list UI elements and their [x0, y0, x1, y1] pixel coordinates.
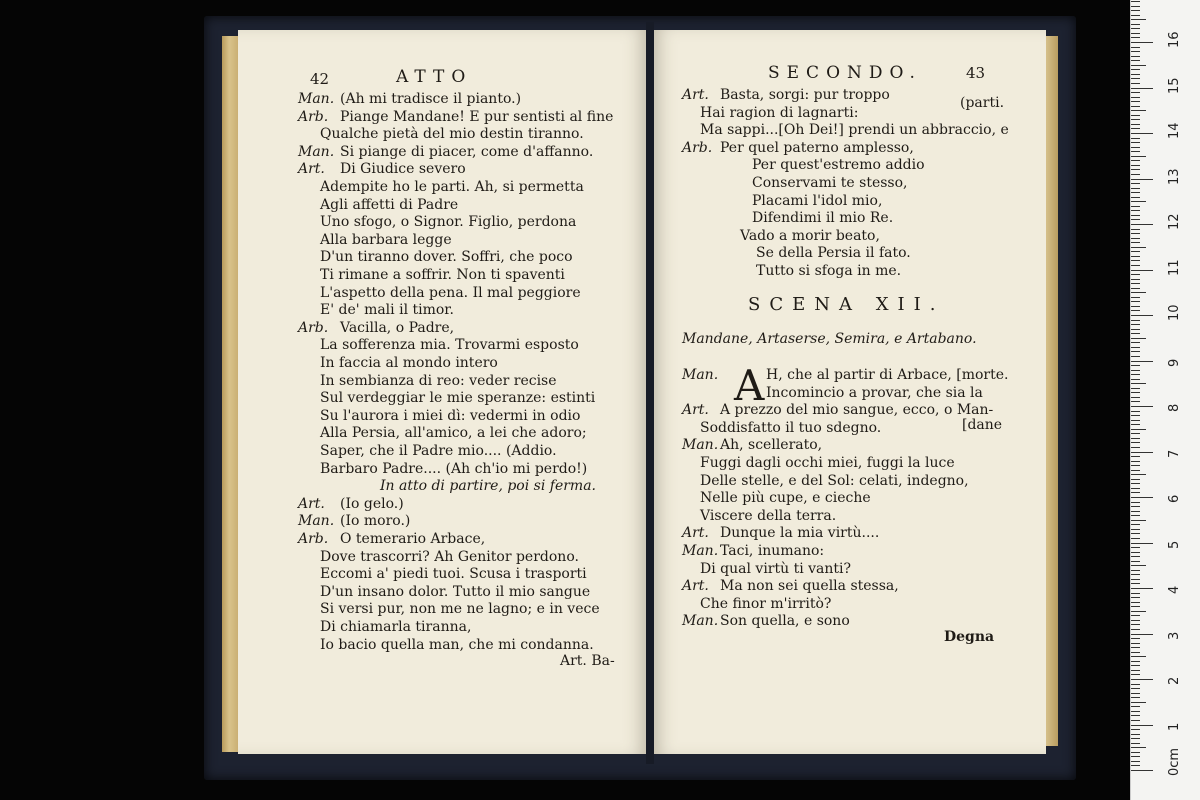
left-text-line: Vacilla, o Padre, — [340, 319, 455, 336]
ruler-tick — [1131, 101, 1140, 102]
ruler-tick — [1131, 761, 1140, 762]
ruler-label: 16 — [1167, 31, 1182, 48]
ruler-tick — [1131, 69, 1140, 70]
ruler-tick — [1131, 406, 1153, 407]
ruler-tick — [1131, 756, 1140, 757]
ruler-tick — [1131, 465, 1140, 466]
drop-cap: A — [734, 361, 765, 410]
ruler-label: 4 — [1167, 585, 1182, 594]
left-text-line: D'un tiranno dover. Soffri, che poco — [320, 249, 573, 266]
ruler-tick — [1131, 711, 1140, 712]
ruler-tick — [1131, 565, 1146, 566]
left-text-line: Sul verdeggiar le mie speranze: estinti — [320, 390, 596, 407]
left-text-line: In faccia al mondo intero — [320, 355, 498, 371]
right-text-line: Di qual virtù ti vanti? — [700, 560, 852, 577]
right-text-speaker: Man. — [682, 437, 719, 454]
ruler-tick — [1131, 97, 1140, 98]
left-text-line: D'un insano dolor. Tutto il mio sangue — [320, 583, 591, 600]
ruler-tick — [1131, 201, 1146, 202]
ruler-tick — [1131, 47, 1140, 48]
left-text-speaker: Man. — [298, 513, 335, 530]
ruler-tick — [1131, 1, 1140, 2]
ruler-tick — [1131, 729, 1140, 730]
ruler-tick — [1131, 452, 1153, 453]
ruler-tick — [1131, 497, 1153, 498]
ruler-tick — [1131, 361, 1153, 362]
left-text-line: Di Giudice severo — [340, 161, 466, 178]
ruler-tick — [1131, 442, 1140, 443]
ruler-tick — [1131, 533, 1140, 534]
ruler-tick — [1131, 770, 1153, 771]
right-text-line: Se della Persia il fato. — [756, 245, 911, 262]
right-text-line: Basta, sorgi: pur troppo — [720, 87, 890, 103]
ruler-tick — [1131, 206, 1140, 207]
ruler-tick — [1131, 219, 1140, 220]
left-text-line: Alla barbara legge — [320, 231, 452, 248]
ruler-label: 15 — [1167, 76, 1182, 94]
left-text-line: Saper, che il Padre mio.... (Addio. — [320, 443, 557, 459]
ruler-label: 12 — [1167, 213, 1182, 230]
right-text-speaker: Art. — [682, 578, 709, 595]
ruler-tick — [1131, 647, 1140, 648]
ruler-tick — [1131, 602, 1140, 603]
ruler-tick — [1131, 265, 1140, 266]
right-text-line: Ah, scellerato, — [720, 437, 823, 454]
right-text-line: Son quella, e sono — [720, 613, 850, 630]
right-text-line: Dunque la mia virtù.... — [720, 525, 880, 542]
ruler-label: 7 — [1167, 449, 1182, 458]
ruler-tick — [1131, 333, 1140, 334]
ruler-tick — [1131, 492, 1140, 493]
ruler-tick — [1131, 411, 1140, 412]
ruler-tick — [1131, 251, 1140, 252]
left-text-speaker: Art. — [298, 161, 325, 178]
right-text-line: Difendimi il mio Re. — [752, 210, 894, 227]
ruler-tick — [1131, 765, 1140, 766]
ruler-tick — [1131, 283, 1140, 284]
ruler-tick — [1131, 374, 1140, 375]
right-text-line: Soddisfatto il tuo sdegno. — [700, 419, 882, 436]
ruler-tick — [1131, 78, 1140, 79]
ruler-tick — [1131, 56, 1140, 57]
right-text-line: Hai ragion di lagnarti: — [700, 104, 859, 121]
ruler-tick — [1131, 37, 1140, 38]
ruler-tick — [1131, 574, 1140, 575]
ruler-tick — [1131, 133, 1153, 134]
ruler-tick — [1131, 643, 1140, 644]
ruler-tick — [1131, 470, 1140, 471]
right-text-line: Fuggi dagli occhi miei, fuggi la luce — [700, 455, 955, 471]
ruler-tick — [1131, 329, 1140, 330]
ruler-tick — [1131, 10, 1140, 11]
ruler-tick — [1131, 615, 1140, 616]
ruler-tick — [1131, 511, 1140, 512]
ruler-tick — [1131, 697, 1140, 698]
ruler-tick — [1131, 556, 1140, 557]
ruler-tick — [1131, 365, 1140, 366]
left-text-line: O temerario Arbace, — [340, 531, 486, 547]
left-text-line: Eccomi a' piedi tuoi. Scusa i trasporti — [320, 566, 587, 583]
ruler-tick — [1131, 688, 1140, 689]
ruler-tick — [1131, 665, 1140, 666]
ruler-tick — [1131, 424, 1140, 425]
ruler-tick — [1131, 320, 1140, 321]
ruler-tick — [1131, 238, 1140, 239]
ruler-label: 5 — [1167, 540, 1182, 549]
ruler-tick — [1131, 638, 1140, 639]
ruler-tick — [1131, 324, 1140, 325]
left-page-number: 42 — [310, 70, 330, 88]
ruler-tick — [1131, 529, 1140, 530]
left-text-speaker: Arb. — [298, 531, 329, 547]
ruler-tick — [1131, 192, 1140, 193]
ruler-tick — [1131, 629, 1140, 630]
ruler-tick — [1131, 301, 1140, 302]
right-text-line: Vado a morir beato, — [740, 227, 880, 244]
ruler-tick — [1131, 306, 1140, 307]
left-text-line: Barbaro Padre.... (Ah ch'io mi perdo!) — [320, 460, 588, 477]
ruler-tick — [1131, 74, 1140, 75]
ruler-tick — [1131, 315, 1153, 316]
left-text-line: Si versi pur, non me ne lagno; e in vece — [320, 601, 600, 618]
right-catchword: Degna — [944, 629, 995, 645]
left-text-speaker: Arb. — [298, 319, 329, 336]
ruler-tick — [1131, 661, 1140, 662]
right-text-line: Per quel paterno amplesso, — [720, 139, 914, 156]
ruler-tick — [1131, 734, 1140, 735]
ruler-tick — [1131, 297, 1140, 298]
ruler-tick — [1131, 138, 1140, 139]
ruler-tick — [1131, 656, 1146, 657]
ruler-tick — [1131, 256, 1140, 257]
left-text-line: Alla Persia, all'amico, a lei che adoro; — [320, 425, 587, 442]
ruler-tick — [1131, 347, 1140, 348]
left-text-speaker: Art. — [298, 495, 325, 512]
ruler-tick — [1131, 383, 1146, 384]
ruler-tick — [1131, 356, 1140, 357]
right-text-line: Tutto si sfoga in me. — [756, 263, 902, 279]
ruler-tick — [1131, 147, 1140, 148]
character-list: Mandane, Artaserse, Semira, e Artabano. — [682, 331, 977, 347]
ruler-tick — [1131, 606, 1140, 607]
left-catchword: Art. Ba- — [560, 653, 615, 669]
ruler-tick — [1131, 60, 1140, 61]
right-text-speaker: Art. — [682, 87, 709, 103]
ruler-tick — [1131, 715, 1140, 716]
ruler-tick — [1131, 142, 1140, 143]
ruler-tick — [1131, 42, 1153, 43]
ruler-tick — [1131, 429, 1146, 430]
ruler-tick — [1131, 624, 1140, 625]
ruler-tick — [1131, 583, 1140, 584]
right-text-speaker: Man. — [682, 543, 719, 559]
gutter — [646, 22, 654, 764]
ruler-tick — [1131, 88, 1153, 89]
ruler-tick — [1131, 561, 1140, 562]
ruler-tick — [1131, 725, 1153, 726]
ruler-tick — [1131, 388, 1140, 389]
left-text-line: (Ah mi tradisce il pianto.) — [340, 91, 522, 107]
ruler-tick — [1131, 215, 1140, 216]
ruler-tick — [1131, 242, 1140, 243]
ruler-tick — [1131, 747, 1146, 748]
ruler-tick — [1131, 397, 1140, 398]
ruler-tick — [1131, 461, 1140, 462]
ruler-tick — [1131, 24, 1140, 25]
ruler-label: 11 — [1167, 258, 1182, 276]
ruler-tick — [1131, 738, 1140, 739]
ruler-tick — [1131, 6, 1140, 7]
left-text-line: Dove trascorri? Ah Genitor perdono. — [320, 548, 579, 565]
ruler-label: 9 — [1167, 358, 1182, 367]
ruler-tick — [1131, 479, 1140, 480]
right-text-speaker: Art. — [682, 402, 709, 419]
ruler-tick — [1131, 33, 1140, 34]
ruler-tick — [1131, 752, 1140, 753]
ruler-tick — [1131, 224, 1153, 225]
left-running-head: ATTO — [396, 67, 473, 87]
left-text-line: In atto di partire, poi si ferma. — [380, 478, 597, 495]
ruler-tick — [1131, 338, 1146, 339]
ruler-tick — [1131, 506, 1140, 507]
ruler-label: 1 — [1167, 722, 1182, 731]
ruler-tick — [1131, 693, 1140, 694]
ruler-tick — [1131, 670, 1140, 671]
ruler-tick — [1131, 151, 1140, 152]
ruler-tick — [1131, 51, 1140, 52]
right-text-line: Viscere della terra. — [700, 507, 837, 524]
right-text-line: H, che al partir di Arbace, [morte. — [766, 367, 1009, 383]
parti-note: (parti. — [960, 95, 1005, 111]
ruler-tick — [1131, 488, 1140, 489]
ruler-tick — [1131, 679, 1153, 680]
ruler-tick — [1131, 401, 1140, 402]
right-text-line: Conservami te stesso, — [752, 175, 908, 191]
ruler-tick — [1131, 597, 1140, 598]
left-text-line: La sofferenza mia. Trovarmi esposto — [320, 337, 579, 354]
ruler-tick — [1131, 543, 1153, 544]
scena-title: SCENA XII. — [748, 294, 945, 315]
ruler-tick — [1131, 279, 1140, 280]
ruler-tick — [1131, 456, 1140, 457]
ruler-tick — [1131, 438, 1140, 439]
left-text-line: Uno sfogo, o Signor. Figlio, perdona — [320, 214, 577, 231]
ruler-tick — [1131, 524, 1140, 525]
left-text-line: (Io gelo.) — [340, 495, 404, 512]
ruler-tick — [1131, 270, 1153, 271]
right-text-speaker: Art. — [682, 525, 709, 542]
ruler-tick — [1131, 165, 1140, 166]
ruler-tick — [1131, 702, 1146, 703]
ruler-tick — [1131, 160, 1140, 161]
left-text-line: Su l'aurora i miei dì: vedermi in odio — [320, 407, 581, 424]
ruler-tick — [1131, 119, 1140, 120]
right-text-speaker: Man. — [682, 367, 719, 383]
ruler-tick — [1131, 110, 1146, 111]
ruler-tick — [1131, 447, 1140, 448]
left-text-line: E' de' mali il timor. — [320, 302, 454, 319]
ruler-label: 10 — [1167, 304, 1182, 321]
ruler-tick — [1131, 502, 1140, 503]
right-text-line: Nelle più cupe, e cieche — [700, 490, 871, 507]
ruler-tick — [1131, 433, 1140, 434]
ruler-tick — [1131, 247, 1146, 248]
ruler-label: 6 — [1167, 494, 1182, 503]
ruler-tick — [1131, 420, 1140, 421]
left-text-speaker: Arb. — [298, 108, 329, 125]
ruler-tick — [1131, 188, 1140, 189]
ruler-tick — [1131, 65, 1146, 66]
ruler-label: 8 — [1167, 403, 1182, 412]
ruler-tick — [1131, 19, 1146, 20]
ruler-tick — [1131, 183, 1140, 184]
ruler-tick — [1131, 684, 1140, 685]
ruler-tick — [1131, 288, 1140, 289]
left-text-line: Qualche pietà del mio destin tiranno. — [320, 126, 584, 143]
right-page — [654, 30, 1046, 754]
page-edges-right — [1046, 36, 1058, 746]
ruler-tick — [1131, 169, 1140, 170]
ruler-tick — [1131, 310, 1140, 311]
right-text-line: Che finor m'irritò? — [700, 595, 832, 612]
ruler-tick — [1131, 229, 1140, 230]
ruler-tick — [1131, 115, 1140, 116]
ruler-tick — [1131, 83, 1140, 84]
ruler-tick — [1131, 106, 1140, 107]
ruler-label: 13 — [1167, 167, 1182, 185]
left-text-line: Piange Mandane! E pur sentisti al fine — [340, 108, 614, 125]
ruler-label: 3 — [1167, 631, 1182, 640]
ruler-tick — [1131, 720, 1140, 721]
right-text-speaker: Arb. — [682, 139, 713, 156]
right-text-line: Per quest'estremo addio — [752, 157, 925, 174]
left-text-line: In sembianza di reo: veder recise — [320, 372, 557, 389]
ruler-tick — [1131, 351, 1140, 352]
right-text-line: Delle stelle, e del Sol: celati, indegno, — [700, 472, 969, 489]
left-text-line: Agli affetti di Padre — [320, 196, 459, 213]
ruler-tick — [1131, 483, 1140, 484]
ruler-tick — [1131, 156, 1146, 157]
ruler-tick — [1131, 197, 1140, 198]
ruler-tick — [1131, 392, 1140, 393]
left-text-speaker: Man. — [298, 91, 335, 107]
ruler-tick — [1131, 124, 1140, 125]
left-text-speaker: Man. — [298, 143, 335, 160]
ruler-tick — [1131, 547, 1140, 548]
ruler-tick — [1131, 292, 1146, 293]
left-text-line: Io bacio quella man, che mi condanna. — [320, 636, 594, 653]
ruler-tick — [1131, 552, 1140, 553]
ruler-label: 0cm — [1167, 747, 1182, 776]
right-text-line: Ma non sei quella stessa, — [720, 578, 899, 595]
ruler-tick — [1131, 674, 1140, 675]
ruler-tick — [1131, 474, 1146, 475]
left-text-line: Adempite ho le parti. Ah, si permetta — [320, 179, 584, 195]
right-text-line: A prezzo del mio sangue, ecco, o Man- — [720, 402, 994, 419]
ruler-tick — [1131, 520, 1146, 521]
left-text-line: L'aspetto della pena. Il mal peggiore — [320, 284, 581, 301]
ruler-tick — [1131, 179, 1153, 180]
ruler-tick — [1131, 620, 1140, 621]
ruler-tick — [1131, 634, 1153, 635]
ruler-tick — [1131, 210, 1140, 211]
ruler-tick — [1131, 652, 1140, 653]
measurement-ruler — [1130, 0, 1200, 800]
left-page — [238, 30, 646, 754]
right-text-line: Taci, inumano: — [720, 543, 825, 559]
right-text-line: Placami l'idol mio, — [752, 192, 883, 209]
right-page-number: 43 — [966, 64, 986, 82]
ruler-tick — [1131, 342, 1140, 343]
ruler-tick — [1131, 274, 1140, 275]
left-text-line: (Io moro.) — [340, 513, 411, 530]
ruler-tick — [1131, 233, 1140, 234]
ruler-tick — [1131, 28, 1140, 29]
ruler-tick — [1131, 515, 1140, 516]
ruler-tick — [1131, 570, 1140, 571]
ruler-tick — [1131, 128, 1140, 129]
dane-note: [dane — [962, 417, 1003, 433]
ruler-tick — [1131, 611, 1146, 612]
right-text-line: Ma sappi...[Oh Dei!] prendi un abbraccio, e — [700, 122, 1009, 139]
ruler-tick — [1131, 588, 1153, 589]
left-text-line: Ti rimane a soffrir. Non ti spaventi — [320, 267, 565, 283]
ruler-tick — [1131, 15, 1140, 16]
ruler-label: 2 — [1167, 676, 1182, 685]
ruler-tick — [1131, 92, 1140, 93]
right-text-speaker: Man. — [682, 613, 719, 630]
ruler-tick — [1131, 579, 1140, 580]
ruler-tick — [1131, 174, 1140, 175]
ruler-tick — [1131, 260, 1140, 261]
right-text-line: Incomincio a provar, che sia la — [766, 384, 983, 401]
ruler-tick — [1131, 538, 1140, 539]
ruler-tick — [1131, 593, 1140, 594]
ruler-tick — [1131, 370, 1140, 371]
left-text-line: Si piange di piacer, come d'affanno. — [340, 143, 594, 160]
ruler-tick — [1131, 379, 1140, 380]
right-running-head: SECONDO. — [768, 63, 922, 83]
ruler-tick — [1131, 415, 1140, 416]
open-book — [222, 30, 1058, 760]
ruler-label: 14 — [1167, 122, 1182, 139]
left-text-line: Di chiamarla tiranna, — [320, 619, 472, 635]
ruler-tick — [1131, 706, 1140, 707]
ruler-tick — [1131, 743, 1140, 744]
